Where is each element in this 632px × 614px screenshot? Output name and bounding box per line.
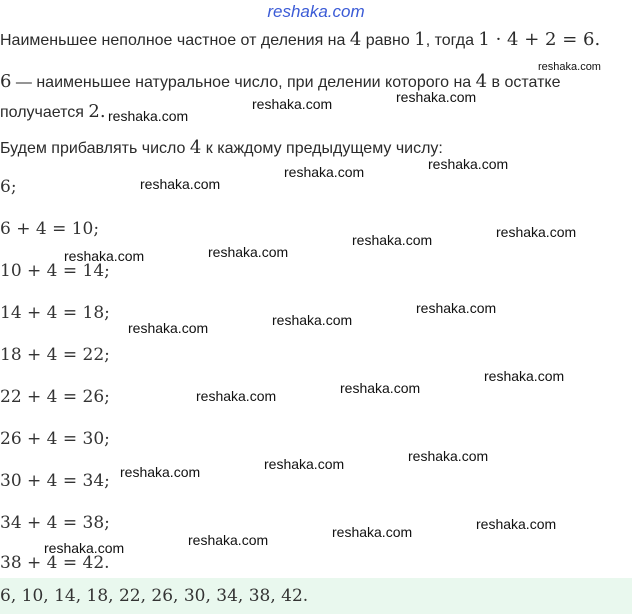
line1-part-e: , тогда — [425, 32, 479, 49]
line2-num-6: 6 — [0, 71, 12, 92]
watermark: reshaka.com — [44, 540, 125, 556]
watermark: reshaka.com — [188, 532, 269, 548]
line2-num-4: 4 — [475, 71, 488, 92]
calc-row-1: 6; — [0, 177, 17, 197]
watermark: reshaka.com — [252, 96, 333, 112]
line4-part-c: к каждому предыдущему числу: — [201, 140, 443, 157]
watermark: reshaka.com — [352, 232, 433, 248]
watermark: reshaka.com — [140, 176, 221, 192]
calc-row-6: 22 + 4 = 26; — [0, 387, 110, 407]
watermark: reshaka.com — [120, 464, 201, 480]
text-line-3 — [0, 102, 106, 123]
watermark: reshaka.com — [538, 61, 601, 73]
calc-row-4: 14 + 4 = 18; — [0, 303, 110, 323]
answer-box — [0, 578, 632, 614]
text-line-2 — [0, 72, 560, 93]
watermark: reshaka.com — [476, 516, 557, 532]
answer-text: 6, 10, 14, 18, 22, 26, 30, 34, 38, 42. — [0, 586, 309, 606]
watermark: reshaka.com — [64, 248, 145, 264]
calc-row-5: 18 + 4 = 22; — [0, 345, 110, 365]
line1-num-1: 1 — [414, 29, 426, 50]
watermark: reshaka.com — [128, 320, 209, 336]
watermark: reshaka.com — [416, 300, 497, 316]
line1-part-a: Наименьшее неполное частное от деления на — [0, 32, 350, 49]
watermark: reshaka.com — [340, 380, 421, 396]
line1-part-c: равно — [361, 32, 415, 49]
watermark: reshaka.com — [272, 312, 353, 328]
calc-row-8: 30 + 4 = 34; — [0, 471, 110, 491]
calc-row-2: 6 + 4 = 10; — [0, 219, 100, 239]
line3-num-2: 2. — [88, 101, 106, 122]
line1-formula: 1 · 4 + 2 = 6. — [478, 29, 601, 50]
line4-num-4: 4 — [189, 137, 202, 158]
calc-row-9: 34 + 4 = 38; — [0, 513, 110, 533]
text-line-1 — [0, 30, 600, 51]
watermark: reshaka.com — [332, 524, 413, 540]
watermark: reshaka.com — [396, 89, 477, 105]
calc-row-7: 26 + 4 = 30; — [0, 429, 110, 449]
line2-part-b: — наименьшее натуральное число, при делении которого на — [11, 74, 476, 91]
watermark: reshaka.com — [428, 156, 509, 172]
watermark: reshaka.com — [208, 244, 289, 260]
watermark: reshaka.com — [264, 456, 345, 472]
line1-num-4: 4 — [349, 29, 362, 50]
calc-row-3: 10 + 4 = 14; — [0, 261, 110, 281]
watermark: reshaka.com — [196, 388, 277, 404]
watermark: reshaka.com — [496, 224, 577, 240]
line4-part-a: Будем прибавлять число — [0, 140, 190, 157]
line2-part-d: в остатке — [487, 74, 561, 91]
watermark: reshaka.com — [284, 164, 365, 180]
site-brand[interactable]: reshaka.com — [267, 2, 365, 21]
calc-row-10: 38 + 4 = 42. — [0, 553, 110, 573]
watermark: reshaka.com — [108, 108, 189, 124]
watermark: reshaka.com — [484, 368, 565, 384]
line3-part-a: получается — [0, 104, 89, 121]
watermark: reshaka.com — [408, 448, 489, 464]
text-line-4 — [0, 138, 443, 159]
